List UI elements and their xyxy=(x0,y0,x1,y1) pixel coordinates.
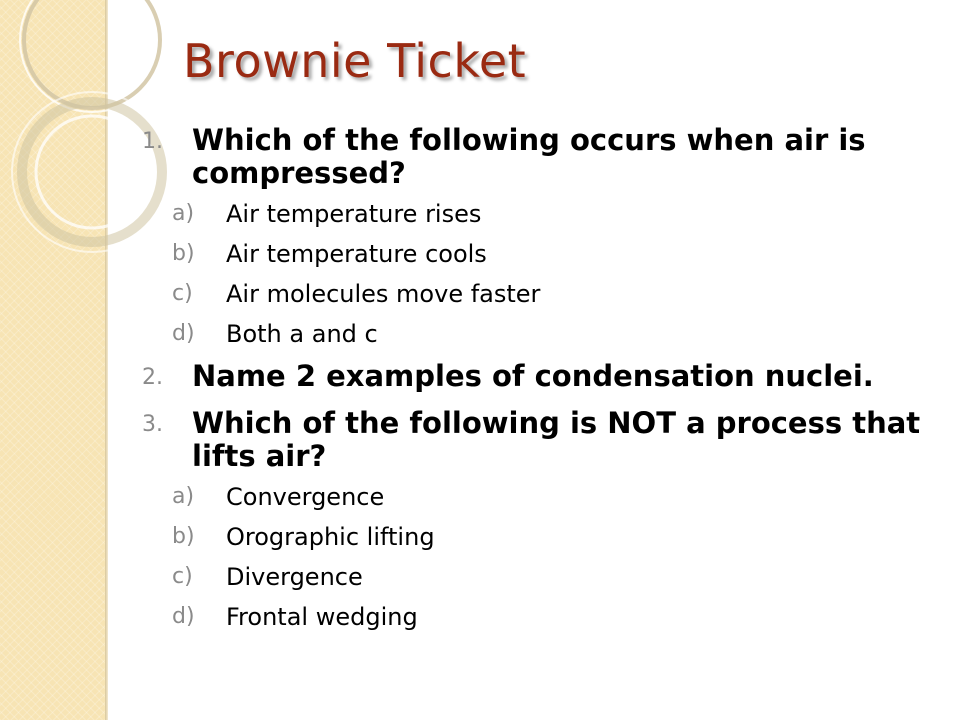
option-item xyxy=(142,200,932,228)
question-list xyxy=(142,124,932,643)
option-item xyxy=(142,280,932,308)
question-number: 1. xyxy=(142,129,163,154)
question-3 xyxy=(142,407,932,473)
question-text: Which of the following is NOT a process that lifts air? xyxy=(192,406,921,473)
question-text: Name 2 examples of condensation nuclei. xyxy=(192,359,874,393)
option-text: Divergence xyxy=(226,563,363,591)
option-letter: a) xyxy=(172,484,195,509)
option-text: Air molecules move faster xyxy=(226,280,541,308)
option-letter: a) xyxy=(172,201,195,226)
question-number: 3. xyxy=(142,412,163,437)
option-letter: b) xyxy=(172,241,195,266)
question-text: Which of the following occurs when air is compressed? xyxy=(192,123,866,190)
option-letter: d) xyxy=(172,604,195,629)
option-letter: b) xyxy=(172,524,195,549)
option-text: Frontal wedging xyxy=(226,603,418,631)
option-item xyxy=(142,240,932,268)
option-text: Orographic lifting xyxy=(226,523,435,551)
option-item xyxy=(142,320,932,348)
option-text: Both a and c xyxy=(226,320,378,348)
option-item xyxy=(142,603,932,631)
option-letter: c) xyxy=(172,281,193,306)
option-letter: d) xyxy=(172,321,195,346)
question-1-options xyxy=(142,200,932,348)
option-item xyxy=(142,483,932,511)
question-1 xyxy=(142,124,932,190)
option-text: Air temperature cools xyxy=(226,240,487,268)
option-text: Air temperature rises xyxy=(226,200,482,228)
option-item xyxy=(142,563,932,591)
question-2 xyxy=(142,360,932,393)
slide-title: Brownie Ticket xyxy=(183,34,527,88)
option-text: Convergence xyxy=(226,483,385,511)
question-3-options xyxy=(142,483,932,631)
question-number: 2. xyxy=(142,365,163,390)
option-letter: c) xyxy=(172,564,193,589)
option-item xyxy=(142,523,932,551)
